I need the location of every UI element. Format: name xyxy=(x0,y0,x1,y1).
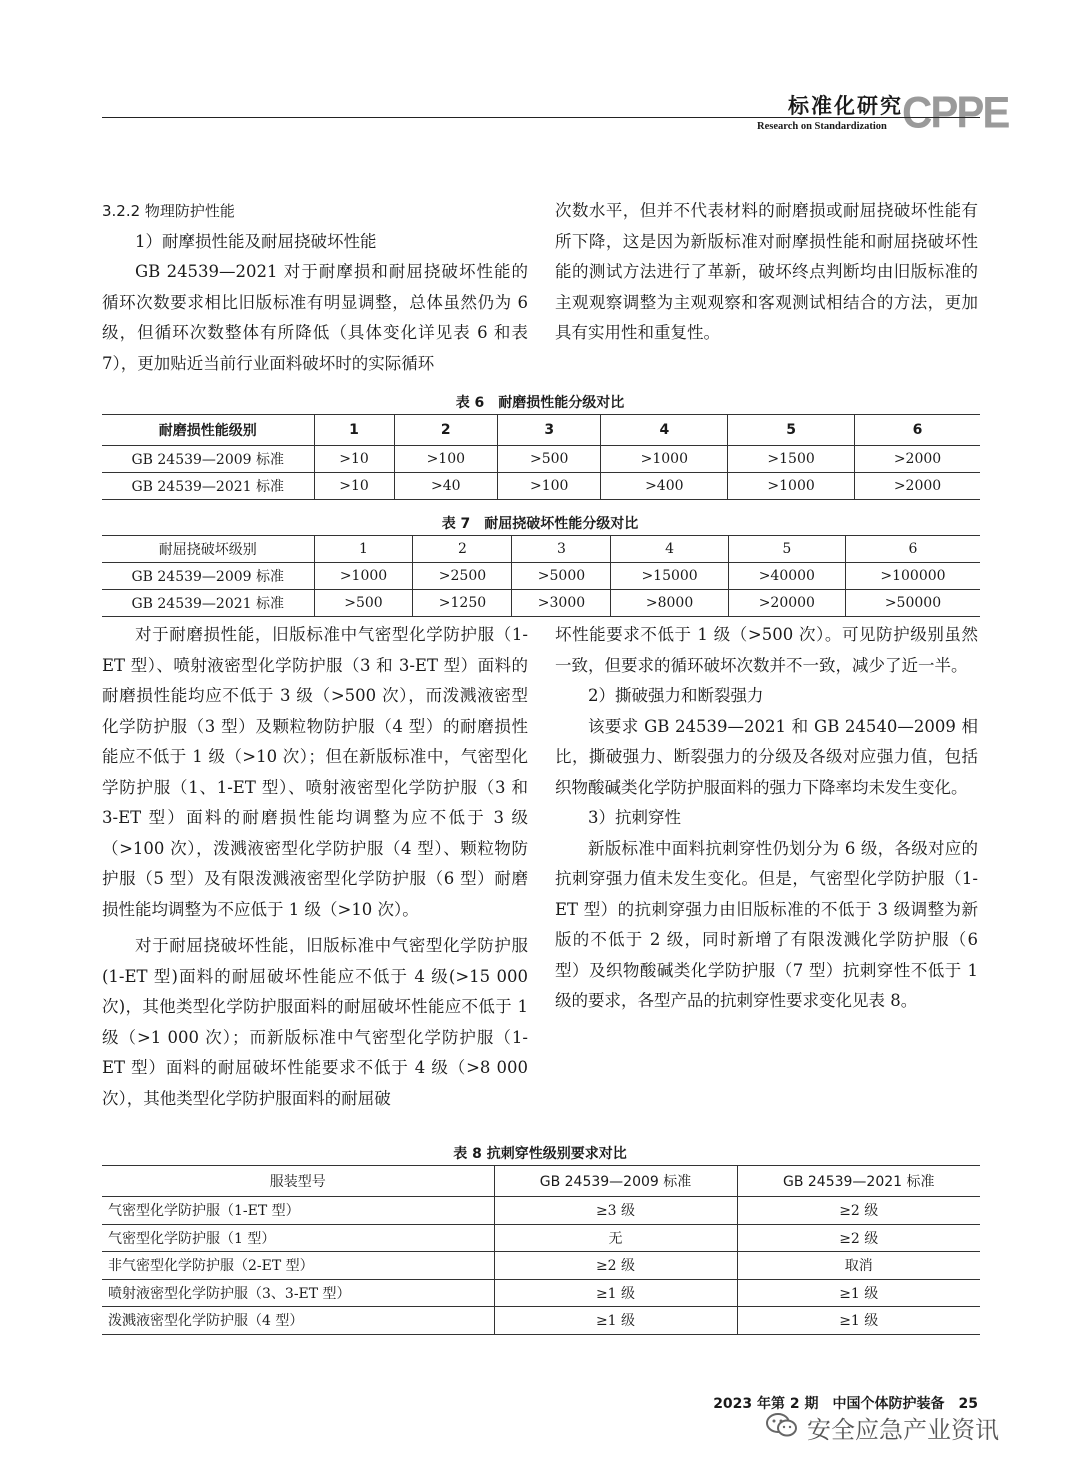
table-cell: ≥1 级 xyxy=(494,1307,737,1335)
table-cell: 气密型化学防护服（1-ET 型） xyxy=(102,1197,494,1225)
table-cell: >500 xyxy=(314,590,413,617)
paragraph: 对于耐磨损性能，旧版标准中气密型化学防护服（1-ET 型）、喷射液密型化学防护服（3 和 3-ET 型）面料的耐磨损性能均应不低于 3 级（>500 次），而泼溅液密型化学防护服（3 型）及颗粒物防护服（4 型）的耐磨损性能应不低于 1 级（>10 次）；但在新版标准中，气密型化学防护服（1、1-ET 型）、喷射液密型化学防护服（3 和 3-ET 型）面料的耐磨损性能均调整为应不低于 3 级（>100 次），泼溅液密型化学防护服（4 型）、颗粒物防护服（5 型）及有限泼溅液密型化学防护服（6 型）耐磨损性能均调整为不应低于 1 级（>10 次）。 xyxy=(102,625,528,919)
right-column-mid xyxy=(555,620,978,1017)
cppe-logo: CPPE xyxy=(902,87,1009,138)
table-header-cell: 5 xyxy=(728,536,845,563)
paragraph: 坏性能要求不低于 1 级（>500 次）。可见防护级别虽然一致，但要求的循环破坏次数并不一致，减少了近一半。 xyxy=(555,625,978,675)
table-header-cell: 3 xyxy=(498,415,601,446)
table-header-cell: 服装型号 xyxy=(102,1166,494,1197)
table8 xyxy=(102,1165,980,1335)
table-cell: ≥2 级 xyxy=(494,1252,737,1280)
paragraph: 新版标准中面料抗刺穿性仍划分为 6 级，各级对应的抗刺穿强力值未发生变化。但是，气密型化学防护服（1-ET 型）的抗刺穿强力由旧版标准的不低于 3 级调整为新版的不低于 2 级，同时新增了有限泼溅化学防护服（6 型）及织物酸碱类化学防护服（7 型）抗刺穿性不低于 1 级的要求，各型产品的抗刺穿性要求变化见表 8。 xyxy=(555,838,978,1010)
table-header-cell: 4 xyxy=(601,415,728,446)
table-header-cell: 3 xyxy=(512,536,611,563)
table-cell: >20000 xyxy=(728,590,845,617)
table-row xyxy=(102,590,980,617)
paragraph: 次数水平，但并不代表材料的耐磨损或耐屈挠破坏性能有所下降，这是因为新版标准对耐摩损性能和耐屈挠破坏性能的测试方法进行了革新，破坏终点判断均由旧版标准的主观观察调整为主观观察和客观测试相结合的方法，更加具有实用性和重复性。 xyxy=(555,201,978,342)
table-cell: >50000 xyxy=(845,590,980,617)
table-cell: >100000 xyxy=(845,563,980,590)
table-cell: >2000 xyxy=(854,473,980,500)
table-cell: 泼溅液密型化学防护服（4 型） xyxy=(102,1307,494,1335)
table-header-cell: 1 xyxy=(314,536,413,563)
table-row xyxy=(102,473,980,500)
table-cell: >1000 xyxy=(728,473,855,500)
table-cell: >1250 xyxy=(413,590,512,617)
table-header-cell: 2 xyxy=(394,415,497,446)
table7 xyxy=(102,535,980,617)
table-header-cell: 6 xyxy=(854,415,980,446)
table-cell: ≥1 级 xyxy=(737,1279,980,1307)
table-cell: ≥3 级 xyxy=(494,1197,737,1225)
table-cell: >400 xyxy=(601,473,728,500)
table6 xyxy=(102,414,980,500)
table-cell: 取消 xyxy=(737,1252,980,1280)
table-header-cell: 1 xyxy=(314,415,394,446)
table-row xyxy=(102,1252,980,1280)
table-cell: ≥2 级 xyxy=(737,1224,980,1252)
table-row xyxy=(102,1224,980,1252)
table-cell: >2500 xyxy=(413,563,512,590)
journal-section-subtitle: Research on Standardization xyxy=(757,121,887,132)
table-row xyxy=(102,1307,980,1335)
table-header-cell: 6 xyxy=(845,536,980,563)
table-header-cell: 5 xyxy=(728,415,855,446)
table-cell: >100 xyxy=(498,473,601,500)
table-cell: >1000 xyxy=(601,446,728,473)
table-cell: >1000 xyxy=(314,563,413,590)
page-footer: 2023 年第 2 期 中国个体防护装备 25 xyxy=(713,1396,978,1412)
table-cell: >10 xyxy=(314,446,394,473)
table-cell: >500 xyxy=(498,446,601,473)
table-cell: 无 xyxy=(494,1224,737,1252)
table7-caption: 表 7 耐屈挠破坏性能分级对比 xyxy=(441,516,639,532)
table-header-row xyxy=(102,1166,980,1197)
table-cell: >5000 xyxy=(512,563,611,590)
table-cell: GB 24539—2021 标准 xyxy=(102,473,314,500)
table-header-cell: GB 24539—2021 标准 xyxy=(737,1166,980,1197)
table-row xyxy=(102,1279,980,1307)
table-cell: GB 24539—2009 标准 xyxy=(102,563,314,590)
table-cell: GB 24539—2021 标准 xyxy=(102,590,314,617)
wechat-icon xyxy=(765,1411,799,1445)
header-rule xyxy=(102,117,980,118)
table8-caption: 表 8 抗刺穿性级别要求对比 xyxy=(453,1146,627,1162)
table-cell: 非气密型化学防护服（2-ET 型） xyxy=(102,1252,494,1280)
table-cell: >8000 xyxy=(611,590,728,617)
table-cell: ≥2 级 xyxy=(737,1197,980,1225)
table-row xyxy=(102,446,980,473)
right-column-top xyxy=(555,196,978,349)
table-cell: >40 xyxy=(394,473,497,500)
table-header-cell: 4 xyxy=(611,536,728,563)
table-cell: 喷射液密型化学防护服（3、3-ET 型） xyxy=(102,1279,494,1307)
paragraph: 对于耐屈挠破坏性能，旧版标准中气密型化学防护服(1-ET 型)面料的耐屈破坏性能应不低于 4 级(>15 000 次)，其他类型化学防护服面料的耐屈破坏性能应不低于 1 级（>1 000 次）；而新版标准中气密型化学防护服（1-ET 型）面料的耐屈破坏性能要求不低于 4 级（>8 000 次），其他类型化学防护服面料的耐屈破 xyxy=(102,936,528,1108)
table-header-cell: 2 xyxy=(413,536,512,563)
table-cell: >1500 xyxy=(728,446,855,473)
subsection-heading: 1）耐摩损性能及耐屈挠破坏性能 xyxy=(135,231,377,251)
table-cell: ≥1 级 xyxy=(737,1307,980,1335)
left-column-mid xyxy=(102,620,528,1114)
table-cell: >10 xyxy=(314,473,394,500)
watermark xyxy=(765,1410,999,1445)
left-column-top xyxy=(102,196,528,379)
table-cell: >3000 xyxy=(512,590,611,617)
section-heading: 3.2.2 物理防护性能 xyxy=(102,202,235,220)
table-header-row xyxy=(102,415,980,446)
subsection-heading: 2）撕破强力和断裂强力 xyxy=(588,686,764,705)
table-header-row xyxy=(102,536,980,563)
table-cell: >15000 xyxy=(611,563,728,590)
journal-section-title: 标准化研究 xyxy=(788,94,903,118)
table-row xyxy=(102,1197,980,1225)
table-cell: ≥1 级 xyxy=(494,1279,737,1307)
table-cell: >40000 xyxy=(728,563,845,590)
table-header-cell: GB 24539—2009 标准 xyxy=(494,1166,737,1197)
table-header-cell: 耐磨损性能级别 xyxy=(102,415,314,446)
paragraph: 该要求 GB 24539—2021 和 GB 24540—2009 相比，撕破强力、断裂强力的分级及各级对应强力值，包括织物酸碱类化学防护服面料的强力下降率均未发生变化。 xyxy=(555,716,978,797)
subsection-heading: 3）抗刺穿性 xyxy=(588,808,681,827)
table-cell: 气密型化学防护服（1 型） xyxy=(102,1224,494,1252)
table6-caption: 表 6 耐磨损性能分级对比 xyxy=(455,395,625,411)
table-row xyxy=(102,563,980,590)
table-cell: GB 24539—2009 标准 xyxy=(102,446,314,473)
table-cell: >100 xyxy=(394,446,497,473)
watermark-text: 安全应急产业资讯 xyxy=(807,1416,999,1444)
table-header-cell: 耐屈挠破坏级别 xyxy=(102,536,314,563)
table-cell: >2000 xyxy=(854,446,980,473)
paragraph: GB 24539—2021 对于耐摩损和耐屈挠破坏性能的循环次数要求相比旧版标准有明显调整，总体虽然仍为 6 级，但循环次数整体有所降低（具体变化详见表 6 和表 7），更加贴近当前行业面料破坏时的实际循环 xyxy=(102,262,528,373)
